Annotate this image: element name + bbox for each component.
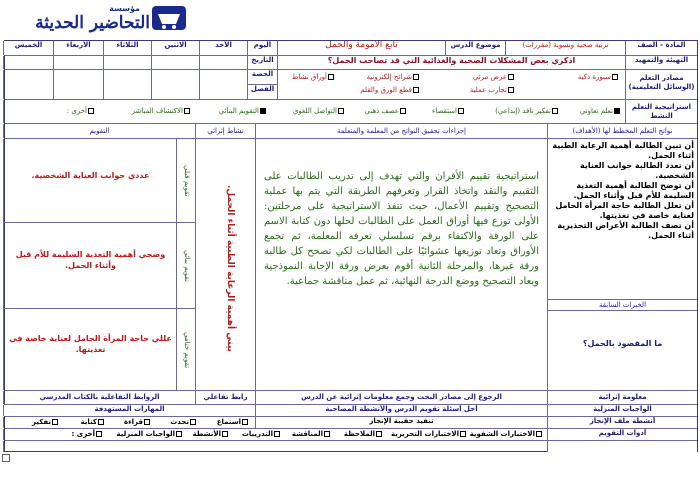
period-label: الحصة xyxy=(248,70,277,85)
main-body xyxy=(5,139,697,391)
tool-written[interactable]: الاختبارات التحريرية xyxy=(391,430,467,439)
portfolio-text[interactable]: تنفيذ حقيبة الإنجاز xyxy=(255,417,547,428)
date-cell-4[interactable] xyxy=(53,56,103,69)
date-cell-5[interactable] xyxy=(3,56,53,69)
strategy-critical-thinking[interactable]: تفكير ناقد (إبداعي) xyxy=(495,107,559,116)
blank-row xyxy=(5,441,697,452)
intro-row xyxy=(5,56,697,70)
skills-label: المهارات المستهدفة xyxy=(3,405,255,416)
strategy-discovery[interactable]: الاكتشاف المباشر xyxy=(132,107,191,116)
eval-final-text[interactable]: عللي حاجة المرأة الحامل لعناية خاصة في تغذيتها. xyxy=(9,334,172,354)
period-cell-1[interactable] xyxy=(199,70,247,99)
homework-row xyxy=(5,405,697,417)
resource-paper-pen[interactable]: قطع الورق والقلم xyxy=(360,86,420,95)
tool-oral[interactable]: الاختبارات الشفوية xyxy=(470,430,543,439)
blank-value-cell[interactable] xyxy=(3,441,547,452)
period-class-labels xyxy=(247,70,277,99)
resource-experiments[interactable]: تجارب عملية xyxy=(470,86,515,95)
link-text[interactable]: الروابط التفاعلية بالكتاب المدرسي xyxy=(3,391,195,404)
page-checkbox[interactable] xyxy=(2,454,10,462)
resource-slides[interactable]: شرائح إلكترونية xyxy=(367,73,420,82)
strategy-other[interactable]: أخرى : xyxy=(67,107,95,116)
day-thursday: الخميس xyxy=(3,41,53,55)
subject-value[interactable]: تربية صحية ونسوية (مقررات) xyxy=(505,41,625,55)
eval-formative-type: تقويم بنائي xyxy=(183,250,191,282)
portfolio-row xyxy=(5,417,697,429)
strategy-inquiry[interactable]: استقصاء xyxy=(432,107,465,116)
strategy-language[interactable]: التواصل اللغوي xyxy=(293,107,345,116)
period-cell-3[interactable] xyxy=(103,70,151,99)
date-label: التاريخ xyxy=(247,56,277,69)
resources-row xyxy=(5,70,697,100)
tool-activities[interactable]: الأنشطة xyxy=(193,430,229,439)
homework-text[interactable]: أحل أسئلة تقويم الدرس والأنشطة المصاحبة xyxy=(255,405,547,416)
outcomes-list[interactable] xyxy=(548,139,697,299)
outcome-item: أن تعدد الطالبة جوانب العناية الشخصية. xyxy=(579,161,694,180)
strategy-brainstorm[interactable]: عصف ذهني xyxy=(365,107,407,116)
tools-label: أدوات التقويم xyxy=(547,429,697,440)
period-cell-2[interactable] xyxy=(151,70,199,99)
activity-cell xyxy=(195,139,255,390)
tool-observation[interactable]: الملاحظة xyxy=(344,430,383,439)
lesson-plan-sheet xyxy=(4,40,698,452)
outcome-item: أن توضح الطالبة أهمية التغذية السليمة للأم قبل وأثناء الحمل. xyxy=(573,181,694,200)
resources-options xyxy=(277,70,625,99)
day-wednesday: الأربعاء xyxy=(53,41,103,55)
strategies-row xyxy=(5,100,697,124)
outcome-item: أن تعلل الطالبة حاجة المرأة الحامل لعناية خاصة في تغذيتها. xyxy=(555,201,694,220)
date-cell-3[interactable] xyxy=(103,56,151,69)
resource-worksheets[interactable]: أوراق نشاط xyxy=(292,73,335,82)
portfolio-label: أنشطة ملف الإنجاز xyxy=(547,417,697,428)
skill-speaking[interactable]: تحدث xyxy=(170,418,197,427)
outcomes-cell xyxy=(547,139,697,390)
outcome-item: أن تصف الطالبة الأعراض التحذيرية أثناء الحمل. xyxy=(557,221,694,240)
col-procedures: إجراءات تحقيق النواتج من المعلمة والمتعلمة xyxy=(255,124,547,138)
procedures-cell xyxy=(255,139,547,390)
skill-listening[interactable]: استماع xyxy=(217,418,249,427)
eval-pre-type: تقويم قبلي xyxy=(183,165,191,197)
eval-pre-text[interactable]: عددي جوانب العناية الشخصية. xyxy=(31,171,150,180)
day-label: اليوم xyxy=(247,41,277,55)
prior-question[interactable]: ما المقصود بالحمل؟ xyxy=(582,339,663,348)
strategy-cooperative[interactable]: تعلم تعاوني xyxy=(580,107,621,116)
strategy-formative[interactable]: التقويم البنائي xyxy=(219,107,267,116)
strategies-label: استراتيجية التعلم النشط xyxy=(625,100,697,123)
brand-logo xyxy=(2,2,192,38)
blank-label-cell xyxy=(547,441,697,452)
link-label: رابط تفاعلي xyxy=(195,391,255,404)
homework-label: الواجبات المنزلية xyxy=(547,405,697,416)
tools-options xyxy=(3,429,547,440)
unit-title[interactable]: تابع الأمومة والحمل xyxy=(277,41,445,55)
prior-label: الخبرات السابقة xyxy=(548,299,697,311)
class-label: الفصل xyxy=(248,85,277,94)
eval-pre xyxy=(4,139,195,223)
skill-reading[interactable]: قراءة xyxy=(124,418,151,427)
tools-row xyxy=(5,429,697,441)
skill-writing[interactable]: كتابة xyxy=(81,418,105,427)
col-outcomes: نواتج التعلم المخطط لها (الأهداف) xyxy=(547,124,697,138)
column-headers xyxy=(5,124,697,139)
intro-label: التهيئة والتمهيد xyxy=(625,56,697,69)
date-cell-1[interactable] xyxy=(199,56,247,69)
logo-brand-top: مؤسسة xyxy=(109,4,140,13)
skill-thinking[interactable]: تفكير xyxy=(32,418,59,427)
eval-final-type: تقويم ختامي xyxy=(183,331,191,369)
activity-text[interactable]: بيني أهمية الرعاية الطبية أثناء الحمل. xyxy=(225,185,235,353)
resources-label: مصادر التعلم (الوسائل التعليمية) xyxy=(625,70,697,99)
period-cell-4[interactable] xyxy=(53,70,103,99)
col-evaluation: التقويم xyxy=(3,124,195,138)
intro-question[interactable]: اذكري بعض المشكلات الصحية والغذائية التي قد تصاحب الحمل؟ xyxy=(277,56,625,69)
evaluation-cell xyxy=(3,139,195,390)
outcome-item: أن تبين الطالبة أهمية الرعاية الطبية أثناء الحمل. xyxy=(552,141,694,160)
day-sunday: الأحد xyxy=(199,41,247,55)
enrichment-row xyxy=(5,391,697,405)
date-cell-2[interactable] xyxy=(151,56,199,69)
period-cell-5[interactable] xyxy=(3,70,53,99)
tool-homework[interactable]: الواجبات المنزلية xyxy=(117,430,183,439)
eval-formative-text[interactable]: وضحي أهمية التغذية السليمة للأم قبل وأثناء الحمل. xyxy=(15,250,166,270)
enrich-text[interactable]: الرجوع إلى مصادر البحث وجمع معلومات إثرائية عن الدرس xyxy=(255,391,547,404)
eval-formative xyxy=(4,223,195,309)
header-row-1 xyxy=(5,41,697,56)
skills-options xyxy=(3,417,255,428)
topic-label: موضوع الدرس xyxy=(445,41,505,55)
procedure-text[interactable]: استراتيجية تقييم الأقران والتي تهدف إلى تدريب الطالبات على التقييم والنقد واتخاذ القرار وتعرفهم الطريقة التي يتم بها عملية التصحيح وتقييم الأعمال، حيث تنفذ الاستراتيجية على مرحلتين: الأولى توزع فيها أوراق العمل على الطالبات لحلها دون كتابة الاسم على الورقة والاكتفاء برقم تسلسلي تعرفه المعلمة، ثم تجمع الأوراق وتعاد توزيعها عشوائيًا على الطالبات لكي تصحح كل طالبة ورقة غيرها، والمرحلة الثانية أقوم بعرض ورقة الإجابة النموذجية ويعاد التصحيح ووضع الدرجة النهائية، ثم عمل مناقشة جماعية. xyxy=(264,171,539,287)
enrich-label: معلومة إثرائية xyxy=(547,391,697,404)
eval-final xyxy=(4,309,195,390)
tool-discussion[interactable]: المناقشة xyxy=(292,430,331,439)
strategies-options xyxy=(3,100,625,123)
subject-label: المادة - الصف xyxy=(625,41,697,55)
col-activity: نشاط إثرائي xyxy=(195,124,255,138)
tool-other[interactable]: أخرى : xyxy=(72,430,103,439)
logo-brand-main: التحاضير الحديثة xyxy=(35,13,150,33)
resource-video[interactable]: عرض مرئي xyxy=(473,73,515,82)
resource-smartboard[interactable]: سبورة ذكية xyxy=(578,73,619,82)
tool-exercises[interactable]: التدريبات xyxy=(242,430,281,439)
day-monday: الاثنين xyxy=(151,41,199,55)
day-tuesday: الثلاثاء xyxy=(103,41,151,55)
